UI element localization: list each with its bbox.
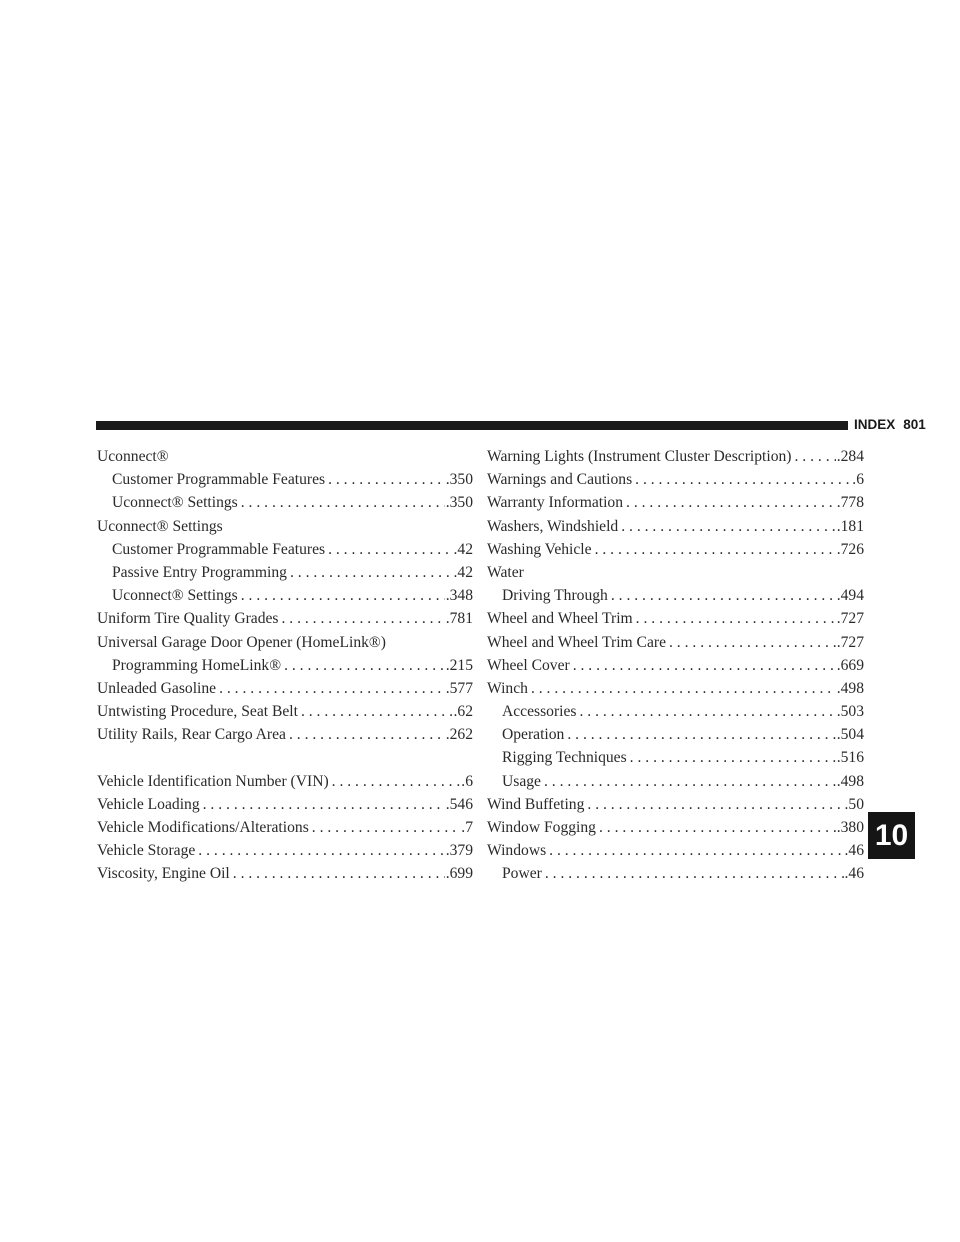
index-column-left [97, 445, 473, 886]
index-term: Accessories [502, 703, 577, 721]
index-subentry [97, 584, 473, 607]
dot-leader [278, 607, 444, 630]
dot-leader [576, 700, 835, 723]
index-entry [97, 607, 473, 630]
page-number: 801 [903, 417, 926, 432]
dot-leader [238, 584, 445, 607]
dot-leader [287, 561, 453, 584]
index-term: Uconnect® Settings [97, 517, 223, 535]
index-page-ref[interactable]: .380 [836, 819, 864, 836]
index-page-ref[interactable]: .348 [445, 587, 473, 605]
index-term: Uconnect® Settings [112, 587, 238, 605]
index-term: Wheel and Wheel Trim [487, 610, 633, 628]
index-entry [487, 468, 864, 491]
index-term: Driving Through [502, 587, 608, 605]
dot-leader [592, 538, 836, 561]
index-column-right [487, 445, 864, 886]
index-page-ref[interactable]: .46 [844, 842, 864, 860]
index-entry [97, 631, 473, 654]
index-entry [97, 677, 473, 700]
index-page-ref[interactable]: .516 [836, 749, 864, 767]
dot-leader [633, 607, 836, 630]
index-entry [97, 746, 473, 792]
dot-leader [623, 491, 836, 514]
index-page-ref[interactable]: .284 [836, 448, 864, 465]
dot-leader [286, 723, 445, 746]
index-term: Programming HomeLink® [112, 656, 282, 674]
index-subentry [487, 723, 864, 746]
index-page-ref[interactable]: .350 [445, 494, 473, 512]
dot-leader [195, 839, 444, 862]
index-entry [97, 445, 473, 468]
index-page-ref[interactable]: .577 [445, 679, 473, 697]
index-entry [97, 515, 473, 538]
index-page-ref[interactable]: .727 [836, 633, 864, 651]
index-entry [487, 654, 864, 677]
index-subentry [97, 654, 473, 677]
index-term: Wheel and Wheel Trim Care [487, 633, 666, 651]
index-page-ref[interactable]: .504 [836, 726, 864, 744]
index-term: Viscosity, Engine Oil [97, 865, 230, 883]
index-term: Untwisting Procedure, Seat Belt [97, 703, 298, 721]
index-term: Warranty Information [487, 494, 624, 512]
index-subentry [487, 700, 864, 723]
index-term: Vehicle Loading [97, 795, 200, 813]
header-section: INDEX [854, 417, 896, 432]
index-entry [487, 607, 864, 630]
dot-leader [596, 816, 836, 839]
index-entry [487, 631, 864, 654]
index-page-ref[interactable]: .181 [836, 517, 864, 535]
index-subentry [487, 862, 864, 885]
index-term: Rigging Techniques [502, 749, 627, 767]
index-term: Unleaded Gasoline [97, 679, 217, 697]
index-subentry [487, 770, 864, 793]
dot-leader [608, 584, 836, 607]
index-page-ref[interactable]: .727 [836, 610, 864, 628]
index-entry [487, 677, 864, 700]
index-term: Usage [502, 772, 541, 790]
index-page-ref[interactable]: .503 [836, 703, 864, 721]
index-page-ref[interactable]: .350 [445, 471, 473, 489]
index-page-ref[interactable]: .494 [836, 587, 864, 605]
index-entry [487, 816, 864, 839]
index-page-ref[interactable]: .498 [836, 772, 864, 790]
index-subentry [97, 491, 473, 514]
index-page-ref[interactable]: .215 [445, 656, 473, 674]
dot-leader [281, 654, 445, 677]
index-term: Wheel Cover [487, 656, 570, 674]
index-page-ref[interactable]: .546 [445, 795, 473, 813]
index-term: Winch [487, 679, 528, 697]
dot-leader [298, 700, 453, 723]
dot-leader [542, 862, 844, 885]
index-term: Customer Programmable Features [112, 471, 326, 489]
index-term: Power [502, 865, 542, 883]
dot-leader [325, 468, 445, 491]
index-page-ref[interactable]: .7 [461, 819, 473, 837]
index-term: Washers, Windshield [487, 517, 619, 535]
dot-leader [627, 746, 836, 769]
index-entry [487, 793, 864, 816]
index-entry [97, 816, 473, 839]
index-entry [97, 839, 473, 862]
index-term: Warning Lights (Instrument Cluster Description) [487, 448, 792, 465]
index-page-ref[interactable]: .699 [445, 865, 473, 883]
index-subentry [487, 746, 864, 769]
index-page-ref[interactable]: .262 [445, 726, 473, 744]
index-entry [487, 561, 864, 584]
index-entry [97, 793, 473, 816]
index-page-ref[interactable]: .6 [461, 772, 473, 790]
index-term: Windows [487, 842, 547, 860]
index-page-ref[interactable]: .42 [453, 563, 473, 581]
index-entry [97, 723, 473, 746]
index-term: Vehicle Storage [97, 842, 196, 860]
index-page-ref[interactable]: .62 [453, 703, 473, 721]
index-term: Passive Entry Programming [112, 563, 287, 581]
index-term: Uniform Tire Quality Grades [97, 610, 279, 628]
dot-leader [325, 538, 452, 561]
index-term: Utility Rails, Rear Cargo Area [97, 726, 286, 744]
running-header [854, 417, 926, 433]
index-term: Universal Garage Door Opener (HomeLink®) [97, 633, 386, 651]
index-entry [487, 839, 864, 862]
index-subentry [97, 538, 473, 561]
dot-leader [792, 445, 836, 468]
index-entry [487, 515, 864, 538]
index-term: Operation [502, 726, 565, 744]
index-page-ref[interactable]: .42 [453, 540, 473, 558]
index-term: Uconnect® [97, 448, 169, 465]
dot-leader [584, 793, 843, 816]
index-subentry [487, 584, 864, 607]
dot-leader [309, 816, 461, 839]
index-term: Washing Vehicle [487, 540, 592, 558]
dot-leader [618, 515, 835, 538]
index-entry [487, 538, 864, 561]
index-page-ref[interactable]: .669 [836, 656, 864, 674]
index-term: Customer Programmable Features [112, 540, 326, 558]
dot-leader [216, 677, 445, 700]
dot-leader [541, 770, 836, 793]
index-subentry [97, 561, 473, 584]
index-term: Uconnect® Settings [112, 494, 238, 512]
index-page-ref[interactable]: .726 [836, 540, 864, 558]
index-entry [487, 445, 864, 468]
index-term: Water [487, 563, 524, 581]
index-page-ref[interactable]: .778 [836, 494, 864, 512]
index-entry [97, 862, 473, 885]
index-subentry [97, 468, 473, 491]
index-term: Warnings and Cautions [487, 471, 633, 489]
dot-leader [200, 793, 445, 816]
index-page-ref[interactable]: .781 [445, 610, 473, 628]
dot-leader [528, 677, 836, 700]
dot-leader [570, 654, 836, 677]
dot-leader [564, 723, 835, 746]
dot-leader [632, 468, 851, 491]
index-page-ref[interactable]: .50 [844, 795, 864, 813]
index-term: Wind Buffeting [487, 795, 585, 813]
index-page-ref[interactable]: .6 [852, 471, 864, 489]
index-entry [97, 700, 473, 723]
dot-leader [230, 862, 445, 885]
index-page-ref[interactable]: .498 [836, 679, 864, 697]
index-term: Vehicle Identification Number (VIN) [97, 772, 329, 790]
dot-leader [238, 491, 445, 514]
index-term: Window Fogging [487, 819, 596, 836]
index-page-ref[interactable]: .46 [844, 865, 864, 883]
dot-leader [329, 770, 461, 793]
index-entry [487, 491, 864, 514]
dot-leader [546, 839, 843, 862]
header-rule [96, 421, 848, 430]
chapter-tab[interactable]: 10 [868, 812, 915, 859]
index-term: Vehicle Modifications/Alterations [97, 819, 309, 837]
dot-leader [666, 631, 836, 654]
index-page-ref[interactable]: .379 [445, 842, 473, 860]
